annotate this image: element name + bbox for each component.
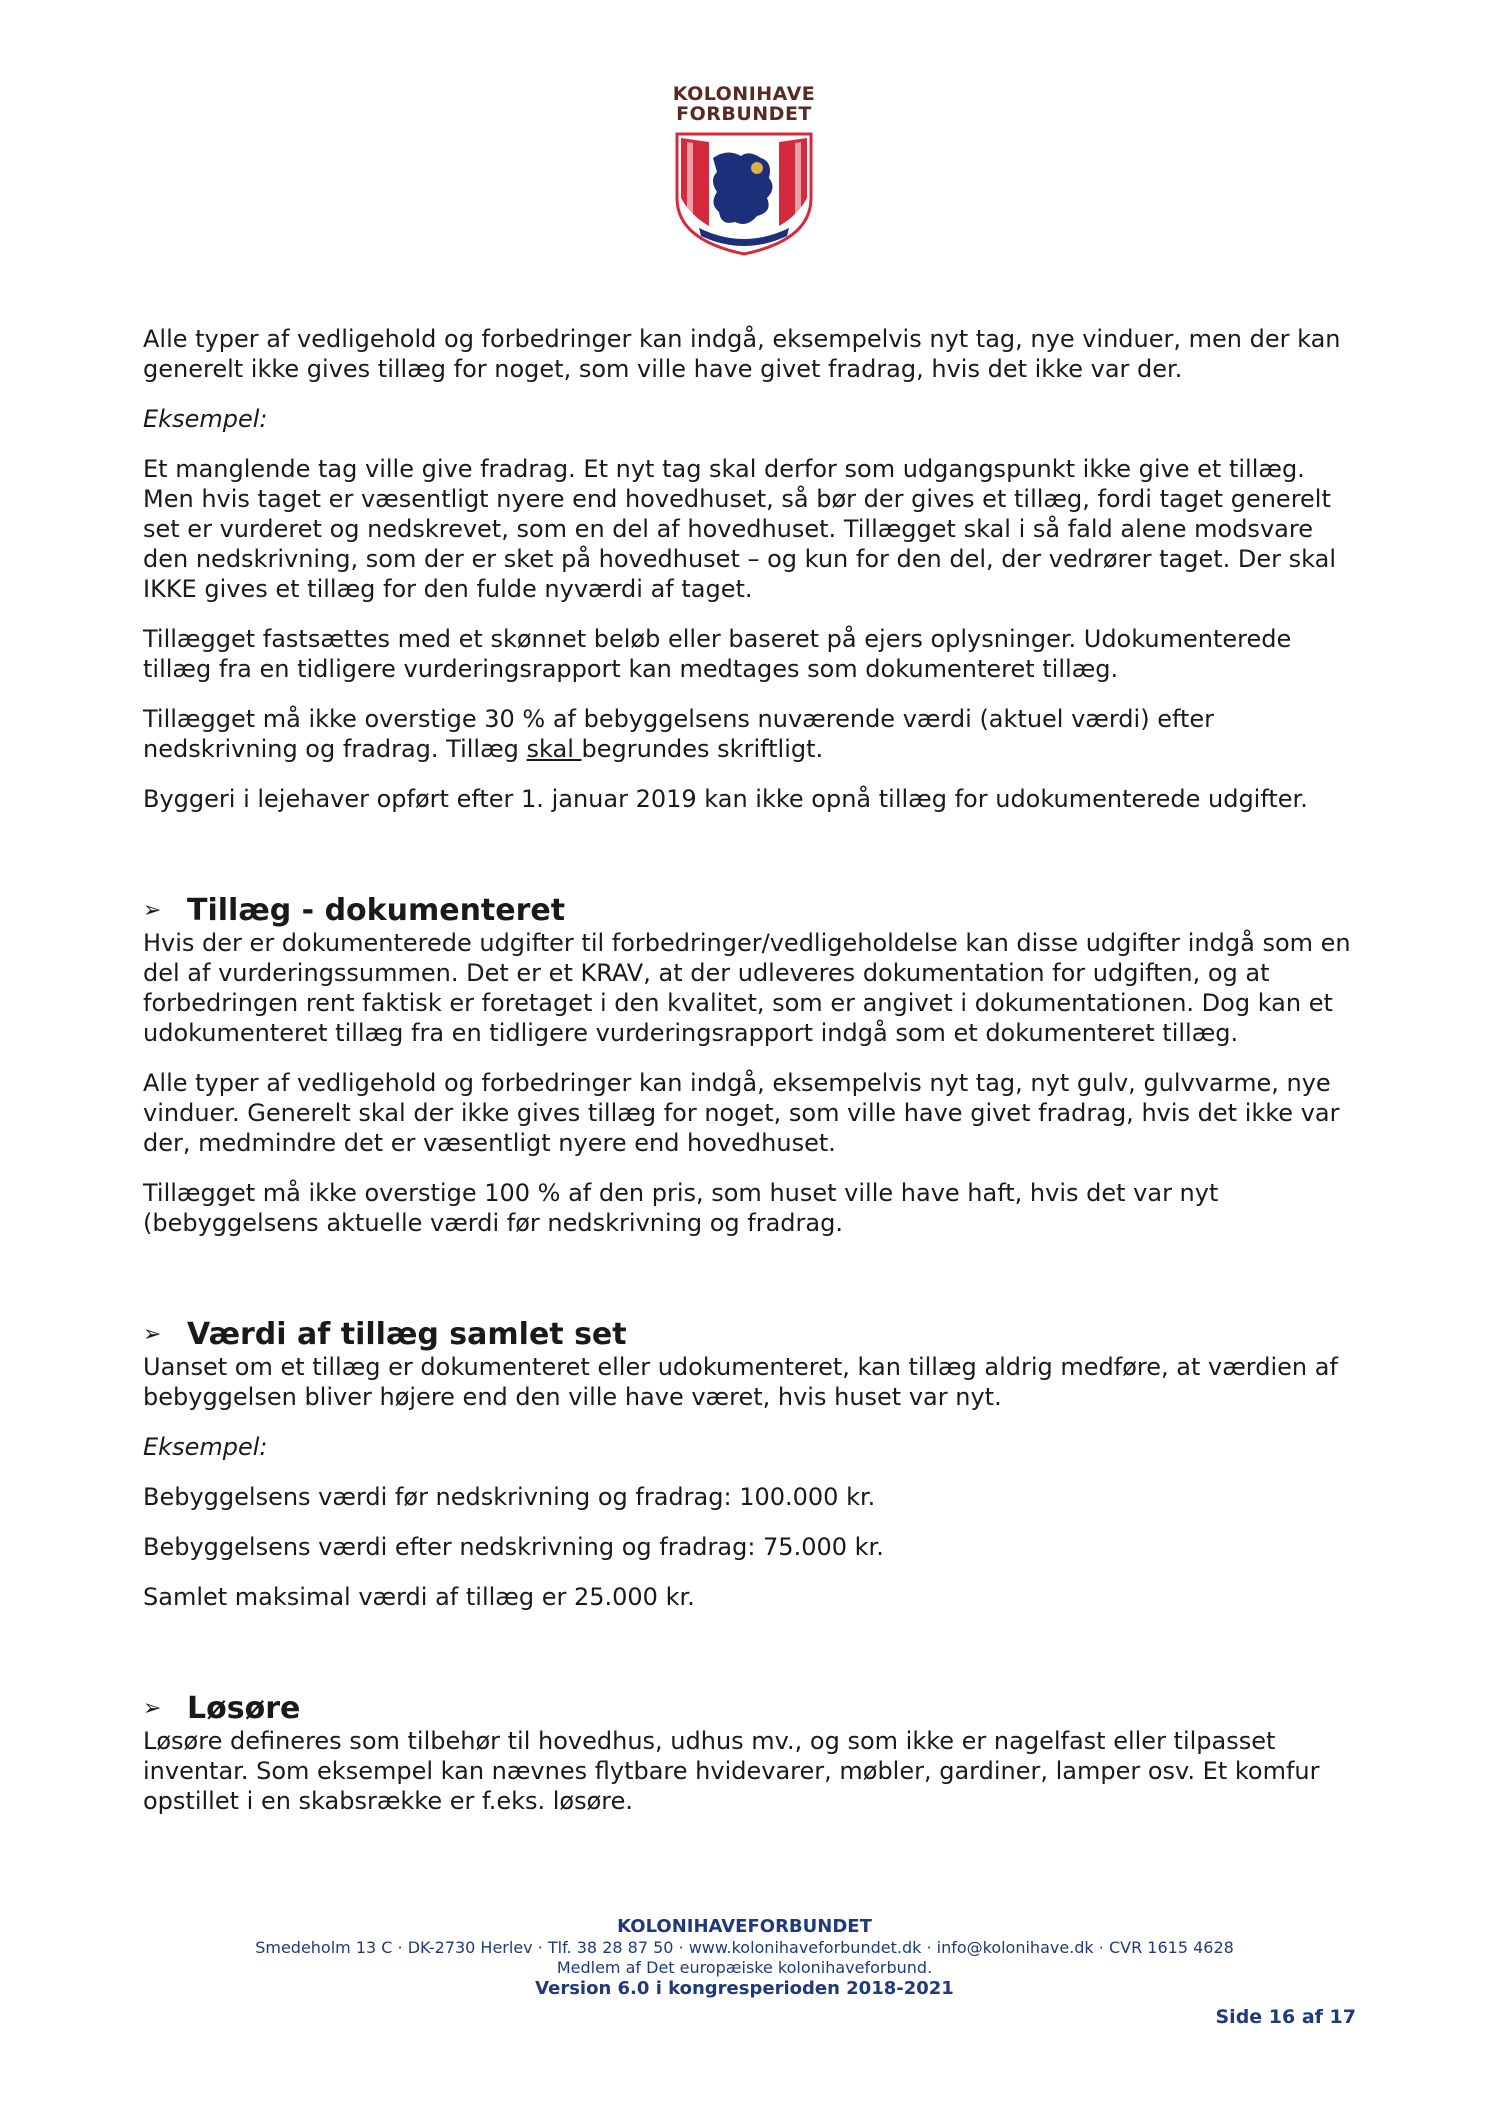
section-heading-vaerdi-af-tillaeg [143,1318,1358,1352]
section-heading-losore [143,1692,1358,1726]
page-footer [0,1916,1489,2000]
logo [664,84,824,256]
intro-p4-after: begrundes skriftligt. [581,735,824,763]
section2-paragraph-2: Bebyggelsens værdi før nedskrivning og fradrag: 100.000 kr. [143,1483,876,1511]
footer-version: Version 6.0 i kongresperioden 2018-2021 [535,1978,954,1999]
page-number: Side 16 af 17 [1215,2006,1356,2028]
intro-p4-underlined: skal [526,735,582,763]
logo-text-line2: FORBUNDET [676,103,812,125]
section1-paragraph-1: Hvis der er dokumenterede udgifter til forbedringer/vedligeholdelse kan disse udgifter indgå som en del af vurderingssummen. Det er et KRAV, at der udleveres dokumentation for udgiften, og at forbedringen rent faktisk er foretaget i den kvalitet, som er angivet i dokumentationen. Dog kan et udokumenteret tillæg fra en tidligere vurderingsrapport indgå som et dokumenteret tillæg. [143,929,1351,1047]
logo-text-line1: KOLONIHAVE [672,83,816,105]
footer-membership: Medlem af Det europæiske kolonihaveforbund. [556,1958,933,1977]
document-body [143,324,1358,1836]
intro-paragraph-2: Et manglende tag ville give fradrag. Et nyt tag skal derfor som udgangspunkt ikke give et tillæg. Men hvis taget er væsentligt nyere end hovedhuset, så bør der gives et tillæg, fordi taget generelt set er vurderet og nedskrevet, som en del af hovedhuset. Tillægget skal i så fald alene modsvare den nedskrivning, som der er sket på hovedhuset – og kun for den del, der vedrører taget. Der skal IKKE gives et tillæg for den fulde nyværdi af taget. [143,455,1336,603]
footer-address: Smedeholm 13 C · DK-2730 Herlev · Tlf. 38 28 87 50 · www.kolonihaveforbundet.dk · info@kolonihave.dk · CVR 1615 4628 [255,1938,1234,1957]
section1-paragraph-3: Tillægget må ikke overstige 100 % af den pris, som huset ville have haft, hvis det var nyt (bebyggelsens aktuelle værdi før nedskrivning og fradrag. [143,1179,1219,1237]
bullet-arrow-icon: ➢ [143,1696,162,1721]
bullet-arrow-icon: ➢ [143,898,162,923]
section1-paragraph-2: Alle typer af vedligehold og forbedringer kan indgå, eksempelvis nyt tag, nyt gulv, gulvvarme, nye vinduer. Generelt skal der ikke gives tillæg for noget, som ville have givet fradrag, hvis det ikke var der, medmindre det er væsentligt nyere end hovedhuset. [143,1069,1340,1157]
intro-paragraph-4 [143,704,1358,764]
bullet-arrow-icon: ➢ [143,1322,162,1347]
intro-paragraph-1: Alle typer af vedligehold og forbedringer kan indgå, eksempelvis nyt tag, nye vinduer, men der kan generelt ikke gives tillæg for noget, som ville have givet fradrag, hvis det ikke var der. [143,325,1341,383]
intro-paragraph-3: Tillægget fastsættes med et skønnet beløb eller baseret på ejers oplysninger. Udokumenterede tillæg fra en tidligere vurderingsrapport kan medtages som dokumenteret tillæg. [143,625,1292,683]
section3-paragraph-1: Løsøre defineres som tilbehør til hovedhus, udhus mv., og som ikke er nagelfast eller tilpasset inventar. Som eksempel kan nævnes flytbare hvidevarer, møbler, gardiner, lamper osv. Et komfur opstillet i en skabsrække er f.eks. løsøre. [143,1727,1320,1815]
intro-example-label: Eksempel: [143,405,268,433]
logo-shield-icon [669,128,819,256]
intro-p4-before: Tillægget må ikke overstige 30 % af bebyggelsens nuværende værdi (aktuel værdi) efter nedskrivning og fradrag. Tillæg [143,705,1215,763]
section2-paragraph-4: Samlet maksimal værdi af tillæg er 25.000 kr. [143,1583,695,1611]
section2-paragraph-3: Bebyggelsens værdi efter nedskrivning og fradrag: 75.000 kr. [143,1533,884,1561]
section3-heading-text: Løsøre [187,1691,301,1726]
section-heading-tillaeg-dokumenteret [143,894,1358,928]
section2-heading-text: Værdi af tillæg samlet set [187,1317,627,1352]
section1-heading-text: Tillæg - dokumenteret [187,893,566,928]
section2-paragraph-1: Uanset om et tillæg er dokumenteret eller udokumenteret, kan tillæg aldrig medføre, at værdien af bebyggelsen bliver højere end den ville have været, hvis huset var nyt. [143,1353,1338,1411]
section2-example-label: Eksempel: [143,1433,268,1461]
intro-paragraph-5: Byggeri i lejehaver opført efter 1. januar 2019 kan ikke opnå tillæg for udokumenterede udgifter. [143,785,1308,813]
footer-org-name: KOLONIHAVEFORBUNDET [617,1916,872,1937]
